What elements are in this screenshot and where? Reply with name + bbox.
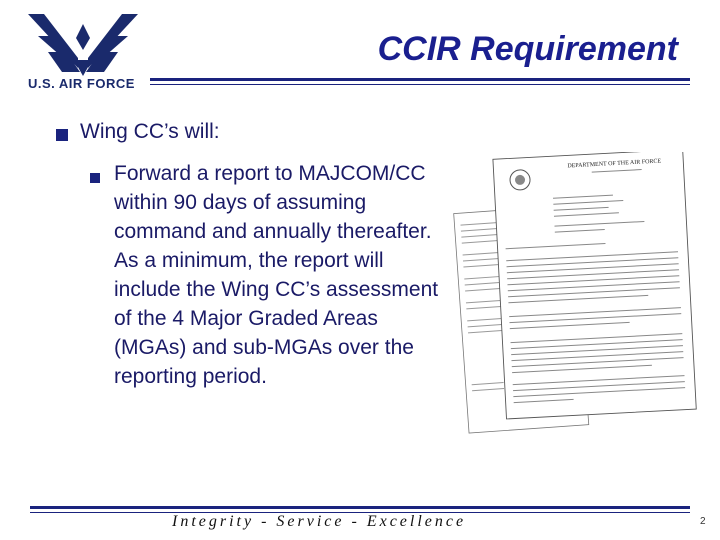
header-divider-thin (150, 84, 690, 85)
header-divider (150, 78, 690, 81)
footer-motto: Integrity - Service - Excellence (172, 513, 467, 530)
page-number: 2 (700, 516, 706, 527)
memo-heading: DEPARTMENT OF THE AIR FORCE (567, 158, 662, 170)
bullet-text-level-2: Forward a report to MAJCOM/CC within 90 days of assuming command and annually thereafter. As a minimum, the report will include the Wing CC’s assessment of the 4 Major Graded Areas (MGAs) and sub-MGAs over the reporting period. (114, 162, 439, 388)
footer-divider (30, 506, 690, 509)
memo-document-image (448, 152, 698, 442)
bullet-text-level-1: Wing CC’s will: (80, 120, 220, 143)
bullet-marker (90, 173, 100, 183)
bullet-marker (56, 129, 68, 141)
page-title: CCIR Requirement (377, 30, 678, 68)
logo-text: U.S. AIR FORCE (28, 76, 135, 91)
